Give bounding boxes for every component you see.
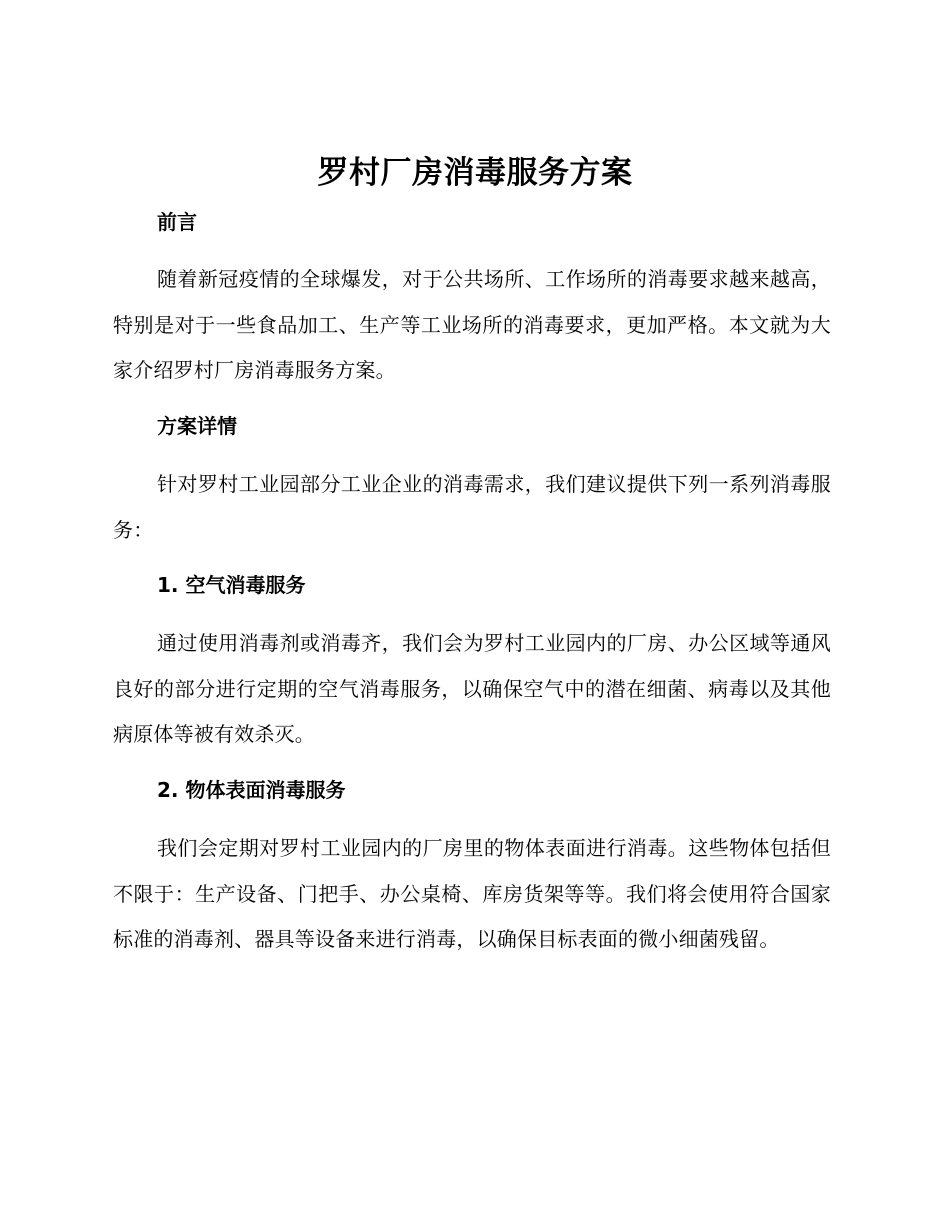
section-heading-plan-details: 方案详情 bbox=[157, 414, 237, 438]
section-paragraph-plan-details: 针对罗村工业园部分工业企业的消毒需求，我们建议提供下列一系列消毒服务： bbox=[113, 472, 831, 542]
section-paragraph-surface-disinfection: 我们会定期对罗村工业园内的厂房里的物体表面进行消毒。这些物体包括但不限于：生产设备、门把手、办公桌椅、库房货架等等。我们将会使用符合国家标准的消毒剂、器具等设备来进行消毒，以确保目标表面的微小细菌残留。 bbox=[113, 836, 831, 952]
section-paragraph-air-disinfection: 通过使用消毒剂或消毒齐，我们会为罗村工业园内的厂房、办公区域等通风良好的部分进行定期的空气消毒服务，以确保空气中的潜在细菌、病毒以及其他病原体等被有效杀灭。 bbox=[113, 631, 831, 747]
section-heading-surface-disinfection: 2. 物体表面消毒服务 bbox=[157, 778, 346, 802]
document-title: 罗村厂房消毒服务方案 bbox=[317, 155, 633, 191]
section-heading-air-disinfection: 1. 空气消毒服务 bbox=[157, 573, 306, 597]
section-paragraph-preface: 随着新冠疫情的全球爆发，对于公共场所、工作场所的消毒要求越来越高，特别是对于一些食品加工、生产等工业场所的消毒要求，更加严格。本文就为大家介绍罗村厂房消毒服务方案。 bbox=[113, 267, 831, 383]
section-heading-preface: 前言 bbox=[157, 210, 197, 234]
